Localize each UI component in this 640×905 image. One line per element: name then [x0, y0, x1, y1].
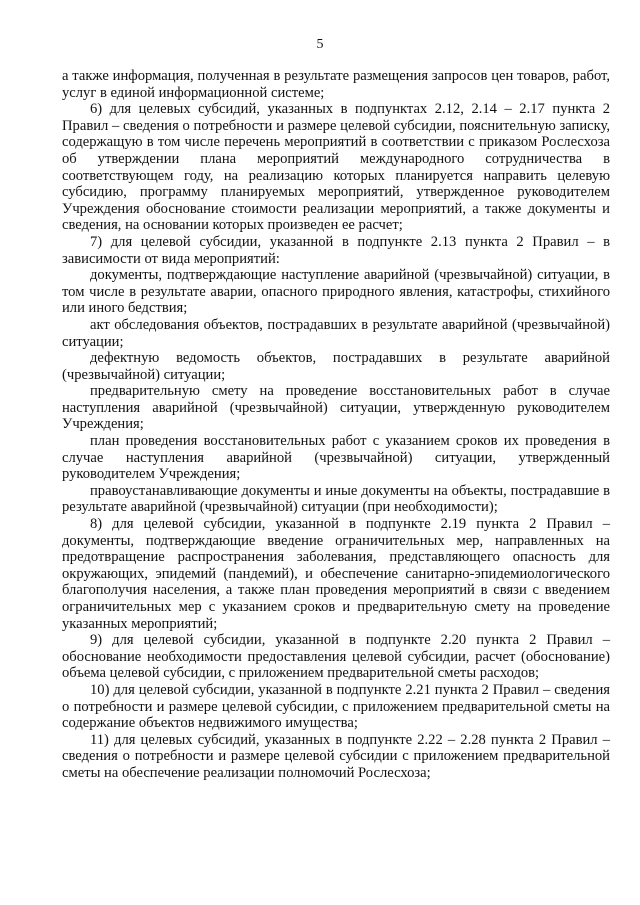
paragraph-item-7-title-documents: правоустанавливающие документы и иные документы на объекты, пострадавшие в результате аварийной (чрезвычайной) ситуации (при необходимости); — [62, 482, 610, 516]
paragraph-item-7-documents: документы, подтверждающие наступление аварийной (чрезвычайной) ситуации, в том числе в результате аварии, опасного природного явления, катастрофы, стихийного или иного бедствия; — [62, 267, 610, 317]
paragraph-item-9: 9) для целевой субсидии, указанной в подпункте 2.20 пункта 2 Правил – обоснование необходимости предоставления целевой субсидии, расчет (обоснование) объема целевой субсидии, с приложением предварительной сметы расходов; — [62, 632, 610, 682]
paragraph-item-7-inspection-act: акт обследования объектов, пострадавших в результате аварийной (чрезвычайной) ситуации; — [62, 316, 610, 350]
page-number: 5 — [316, 37, 324, 52]
paragraph-item-10: 10) для целевой субсидии, указанной в подпункте 2.21 пункта 2 Правил – сведения о потребности и размере целевой субсидии, с приложением предварительной сметы на содержание объектов недвижимого имущества; — [62, 681, 610, 732]
document-body — [62, 68, 610, 782]
paragraph-item-7: 7) для целевой субсидии, указанной в подпункте 2.13 пункта 2 Правил – в зависимости от вида мероприятий: — [62, 233, 610, 267]
paragraph-item-7-restoration-plan: план проведения восстановительных работ с указанием сроков их проведения в случае наступления аварийной (чрезвычайной) ситуации, утвержденный руководителем Учреждения; — [62, 433, 610, 483]
paragraph-item-6: 6) для целевых субсидий, указанных в подпунктах 2.12, 2.14 – 2.17 пункта 2 Правил – сведения о потребности и размере целевой субсидии, пояснительную записку, содержащую в том числе перечень мероприятий в соответствии с приказом Рослесхоза об утверждении плана мероприятий международного сотрудничества в соответствующем году, на реализацию которых планируется направить целевую субсидию, программу планируемых мероприятий, утвержденное руководителем Учреждения обоснование стоимости реализации мероприятий, а также документы и сведения, на основании которых произведен ее расчет; — [62, 101, 610, 234]
paragraph-continuation: а также информация, полученная в результате размещения запросов цен товаров, работ, услуг в единой информационной системе; — [62, 68, 610, 101]
paragraph-item-11: 11) для целевых субсидий, указанных в подпункте 2.22 – 2.28 пункта 2 Правил – сведения о потребности и размере целевой субсидии с приложением предварительной сметы на обеспечение реализации полномочий Рослесхоза; — [62, 731, 610, 781]
paragraph-item-8: 8) для целевой субсидии, указанной в подпункте 2.19 пункта 2 Правил – документы, подтверждающие введение ограничительных мер, направленных на предотвращение распространения заболевания, представляющего опасность для окружающих, эпидемий (пандемий), и обеспечение санитарно-эпидемиологического благополучия населения, а также план проведения мероприятий в связи с введением ограничительных мер с указанием сроков и предварительную смету на проведение указанных мероприятий; — [62, 516, 610, 632]
paragraph-item-7-defect-list: дефектную ведомость объектов, пострадавших в результате аварийной (чрезвычайной) ситуации; — [62, 350, 610, 383]
paragraph-item-7-preliminary-estimate: предварительную смету на проведение восстановительных работ в случае наступления аварийной (чрезвычайной) ситуации, утвержденную руководителем Учреждения; — [62, 383, 610, 433]
